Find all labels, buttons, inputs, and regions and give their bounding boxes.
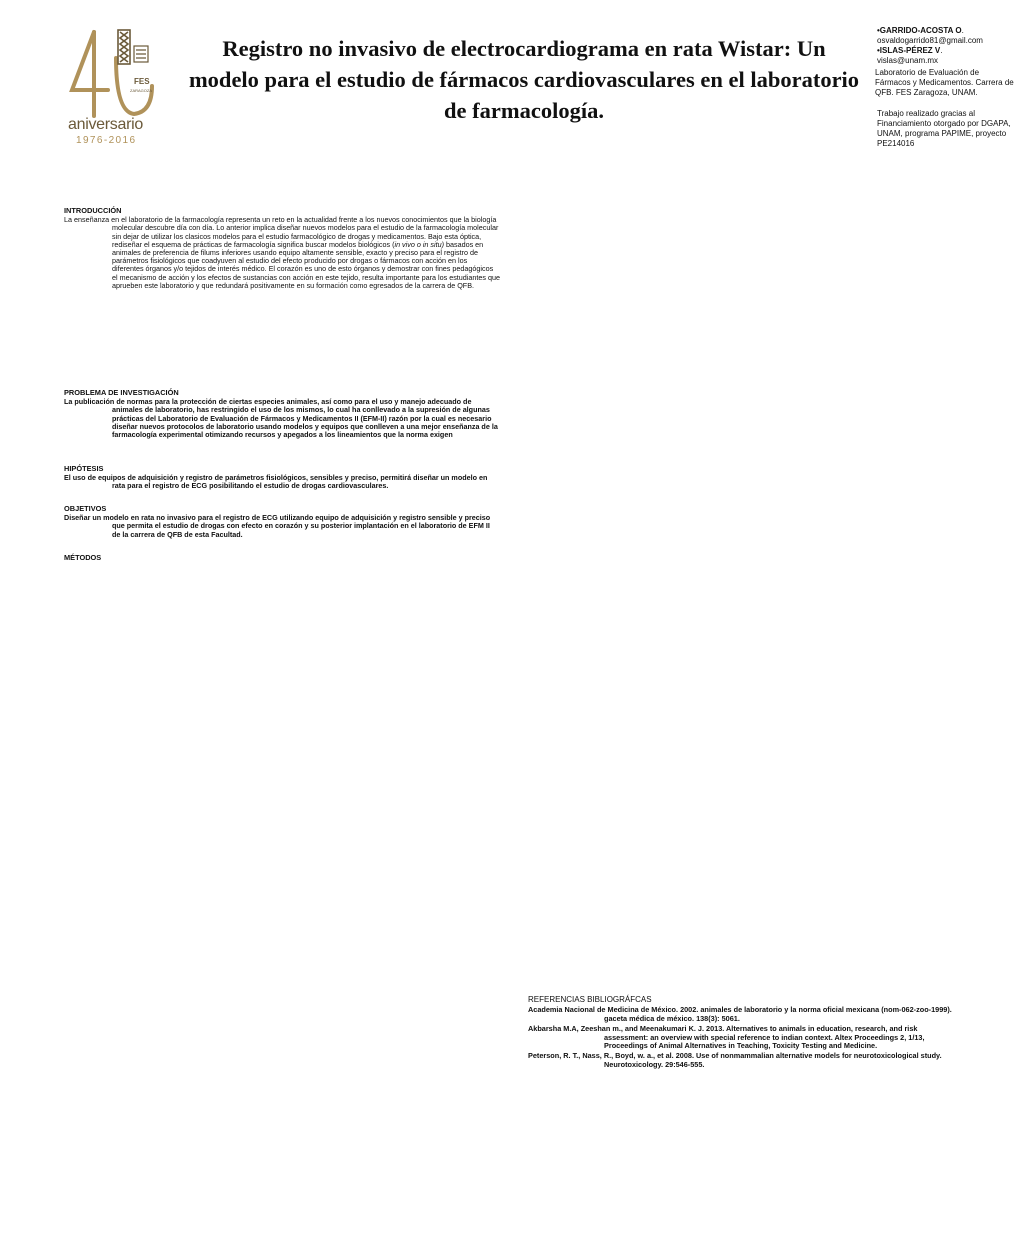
- section-text: Diseñar un modelo en rata no invasivo para el registro de ECG utilizando equipo de adquisición y registro sensible y preciso que permita el estudio de drogas con efecto en corazón y su posterior implantación en el laboratorio de EFM II de la carrera de QFB de esta Facultad.: [64, 513, 491, 539]
- anniversary-logo: [64, 28, 164, 152]
- forty-emblem-icon: [64, 28, 164, 120]
- section-text: La publicación de normas para la protección de ciertas especies animales, así como para el uso y manejo adecuado de animales de laboratorio, has restringido el uso de los mismos, lo cual ha conllevado a la supresión de algunas prácticas del Laboratorio de Evaluación de Fármacos y Medicamentos II (EFM-II) razón por la cual es necesario diseñar nuevos protocolos de laboratorio usando modelos y equipos que conlleven a una mejor enseñanza de la farmacología experimental otimizando recursos y apegados a los lineamientos que la norma exigen: [64, 397, 498, 440]
- logo-years: 1976-2016: [76, 135, 137, 146]
- author-1-suffix: .: [961, 26, 964, 35]
- section-problema: [64, 389, 500, 439]
- section-heading: HIPÓTESIS: [64, 464, 104, 473]
- author-1: [877, 26, 1017, 36]
- fes-text: FES: [134, 77, 150, 86]
- author-2-email[interactable]: vislas@unam.mx: [877, 56, 939, 65]
- author-2-name: •ISLAS-PÉREZ V: [877, 46, 941, 55]
- logo-word: aniversario: [68, 116, 143, 133]
- section-heading: MÉTODOS: [64, 553, 102, 562]
- reference-item: Peterson, R. T., Nass, R., Boyd, w. a., et al. 2008. Use of nonmammalian alternative models for neurotoxicological study. Neurotoxicology. 29:546-555.: [528, 1051, 942, 1069]
- reference-item: Akbarsha M.A, Zeeshan m., and Meenakumari K. J. 2013. Alternatives to animals in education, research, and risk assessment: an overview with special reference to indian context. Altex Proceedings 2, 1/13, Proceedings of Animal Alternatives in Teaching, Toxicity Testing and Medicine.: [528, 1024, 925, 1051]
- section-heading: OBJETIVOS: [64, 504, 107, 513]
- intro-text-part-2: basados en animales de preferencia de filums inferiores usando equipo altamente sensible, exacto y preciso para el registro de parámetros fisiológicos que coadyuven al estudio del efecto producido por drogas o fármacos con acción en los diferentes órganos y/o tejidos de interés médico. El corazón es uno de esto órganos y demostrar con fines pedagógicos el mecanismo de acción y los efectos de sustancias con acción en este tejido, resulta importante para los estudiantes que aprueben este laboratorio y que redundará positivamente en su formación como egresados de la carrera de QFB.: [112, 239, 500, 290]
- funding-note: Trabajo realizado gracias al Financiamiento otorgado por DGAPA, UNAM, programa PAPIME, proyecto PE214016: [877, 109, 1011, 148]
- section-metodos: [64, 554, 500, 563]
- author-2: [877, 46, 1017, 56]
- fes-sub-text: ZARAGOZA: [130, 88, 153, 93]
- author-2-suffix: .: [940, 46, 943, 55]
- section-introduccion: [64, 207, 500, 290]
- intro-italic-text: in vivo o in situ): [394, 239, 445, 249]
- reference-item: Academia Nacional de Medicina de México. 2002. animales de laboratorio y la norma oficial mexicana (nom-062-zoo-1999). gaceta médica de méxico. 138(3): 5061.: [528, 1005, 952, 1023]
- section-heading: PROBLEMA DE INVESTIGACIÓN: [64, 388, 179, 397]
- section-hipotesis: [64, 465, 500, 491]
- section-objetivos: [64, 505, 500, 539]
- references-block: [528, 996, 958, 1071]
- author-1-name: •GARRIDO-ACOSTA O: [877, 26, 962, 35]
- intro-text-part-1: La enseñanza en el laboratorio de la farmacología representa un reto en la actualidad frente a los nuevos conocimientos que la biología molecular descubre día con día. Lo anterior implica diseñar nuevos modelos para el estudio de la farmacología molecular sin dejar de utilizar los clasicos modelos para el estudio farmacológico de drogas y medicamentos. Bajo esta óptica, rediseñar el esquema de prácticas de farmacología significa buscar modelos biológicos (: [64, 215, 499, 249]
- section-heading: INTRODUCCIÓN: [64, 206, 122, 215]
- section-text: [64, 216, 500, 290]
- poster-title: Registro no invasivo de electrocardiograma en rata Wistar: Un modelo para el estudio de fármacos cardiovasculares en el laboratorio de farmacología.: [188, 36, 860, 123]
- references-heading: REFERENCIAS BIBLIOGRÁFCAS: [528, 995, 652, 1004]
- section-text: El uso de equipos de adquisición y registro de parámetros fisiológicos, sensibles y preciso, permitirá diseñar un modelo en rata para el registro de ECG posibilitando el estudio de drogas cardiovasculares.: [64, 473, 488, 491]
- authors-block: [877, 26, 1017, 66]
- lab-affiliation: Laboratorio de Evaluación de Fármacos y Medicamentos. Carrera de QFB. FES Zaragoza, UNAM.: [875, 68, 1014, 97]
- author-1-email[interactable]: osvaldogarrido81@gmail.com: [877, 36, 983, 45]
